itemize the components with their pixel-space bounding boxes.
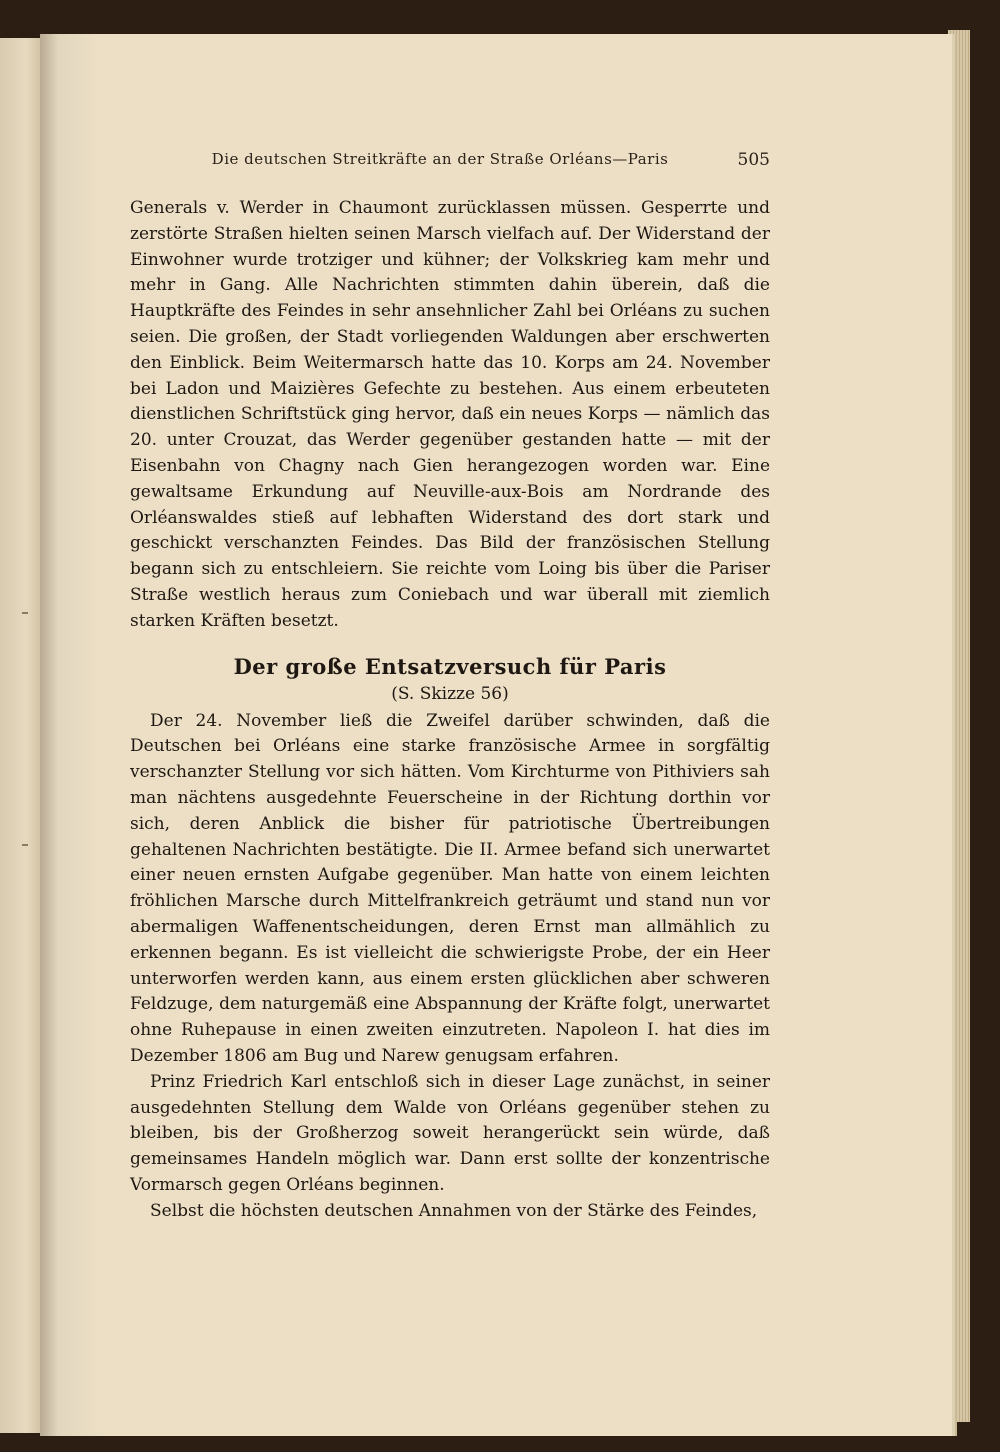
margin-mark [22,844,28,846]
paragraph: Prinz Friedrich Karl entschloß sich in dieser Lage zunächst, in seiner ausgedehnten Stellung dem Walde von Orléans gegenüber stehen zu bleiben, bis der Großherzog soweit herangerückt sein würde, daß gemeinsames Handeln möglich war. Dann erst sollte der konzentrische Vormarsch gegen Orléans beginnen. [130,1071,770,1195]
main-text [130,196,770,1224]
section-heading: Der große Entsatzversuch für Paris [233,653,667,679]
margin-mark [22,612,28,614]
paragraph: Generals v. Werder in Chaumont zurücklassen müssen. Gesperrte und zerstörte Straßen hielten seinen Marsch vielfach auf. Der Widerstand der Einwohner wurde trotziger und kühner; der Volkskrieg kam mehr und mehr in Gang. Alle Nachrichten stimmten dahin überein, daß die Hauptkräfte des Feindes in sehr ansehnlicher Zahl bei Orléans zu suchen seien. Die großen, der Stadt vorliegenden Waldungen aber erschwerten den Einblick. Beim Weitermarsch hatte das 10. Korps am 24. November bei Ladon und Maizières Gefechte zu bestehen. Aus einem erbeuteten dienstlichen Schriftstück ging hervor, daß ein neues Korps — nämlich das 20. unter Crouzat, das Werder gegenüber gestanden hatte — mit der Eisenbahn von Chagny nach Gien herangezogen worden war. Eine gewaltsame Erkundung auf Neuville-aux-Bois am Nordrande des Orléanswaldes stieß auf lebhaften Widerstand des dort stark und geschickt verschanzten Feindes. Das Bild der französischen Stellung begann sich zu entschleiern. Sie reichte vom Loing bis über die Pariser Straße westlich heraus zum Coniebach und war überall mit ziemlich starken Kräften besetzt. [130,198,770,631]
paragraph: Selbst die höchsten deutschen Annahmen von der Stärke des Feindes, [150,1200,758,1221]
running-header: Die deutschen Streitkräfte an der Straße Orléans—Paris [211,150,669,168]
page-gutter-shadow [40,34,58,1436]
paragraph: Der 24. November ließ die Zweifel darüber schwinden, daß die Deutschen bei Orléans eine starke französische Armee in sorgfältig verschanzter Stellung vor sich hätten. Vom Kirchturme von Pithiviers sah man nächtens ausgedehnte Feuerscheine in der Richtung dorthin vor sich, deren Anblick die bisher für patriotische Übertreibungen gehaltenen Nachrichten bestätigte. Die II. Armee befand sich unerwartet einer neuen ernsten Aufgabe gegenüber. Man hatte von einem leichten fröhlichen Marsche durch Mittelfrankreich geträumt und stand nun vor abermaligen Waffenentscheidungen, deren Ernst man allmählich zu erkennen begann. Es ist vielleicht die schwierigste Probe, der ein Heer unterworfen werden kann, aus einem ersten glücklichen aber schweren Feldzuge, dem naturgemäß eine Abspannung der Kräfte folgt, unerwartet ohne Ruhepause in einen zweiten einzutreten. Napoleon I. hat dies im Dezember 1806 am Bug und Narew genugsam erfahren. [130,710,770,1066]
facing-page-edge [0,38,45,1433]
section-subheading: (S. Skizze 56) [391,683,509,704]
page-number: 505 [737,150,770,170]
